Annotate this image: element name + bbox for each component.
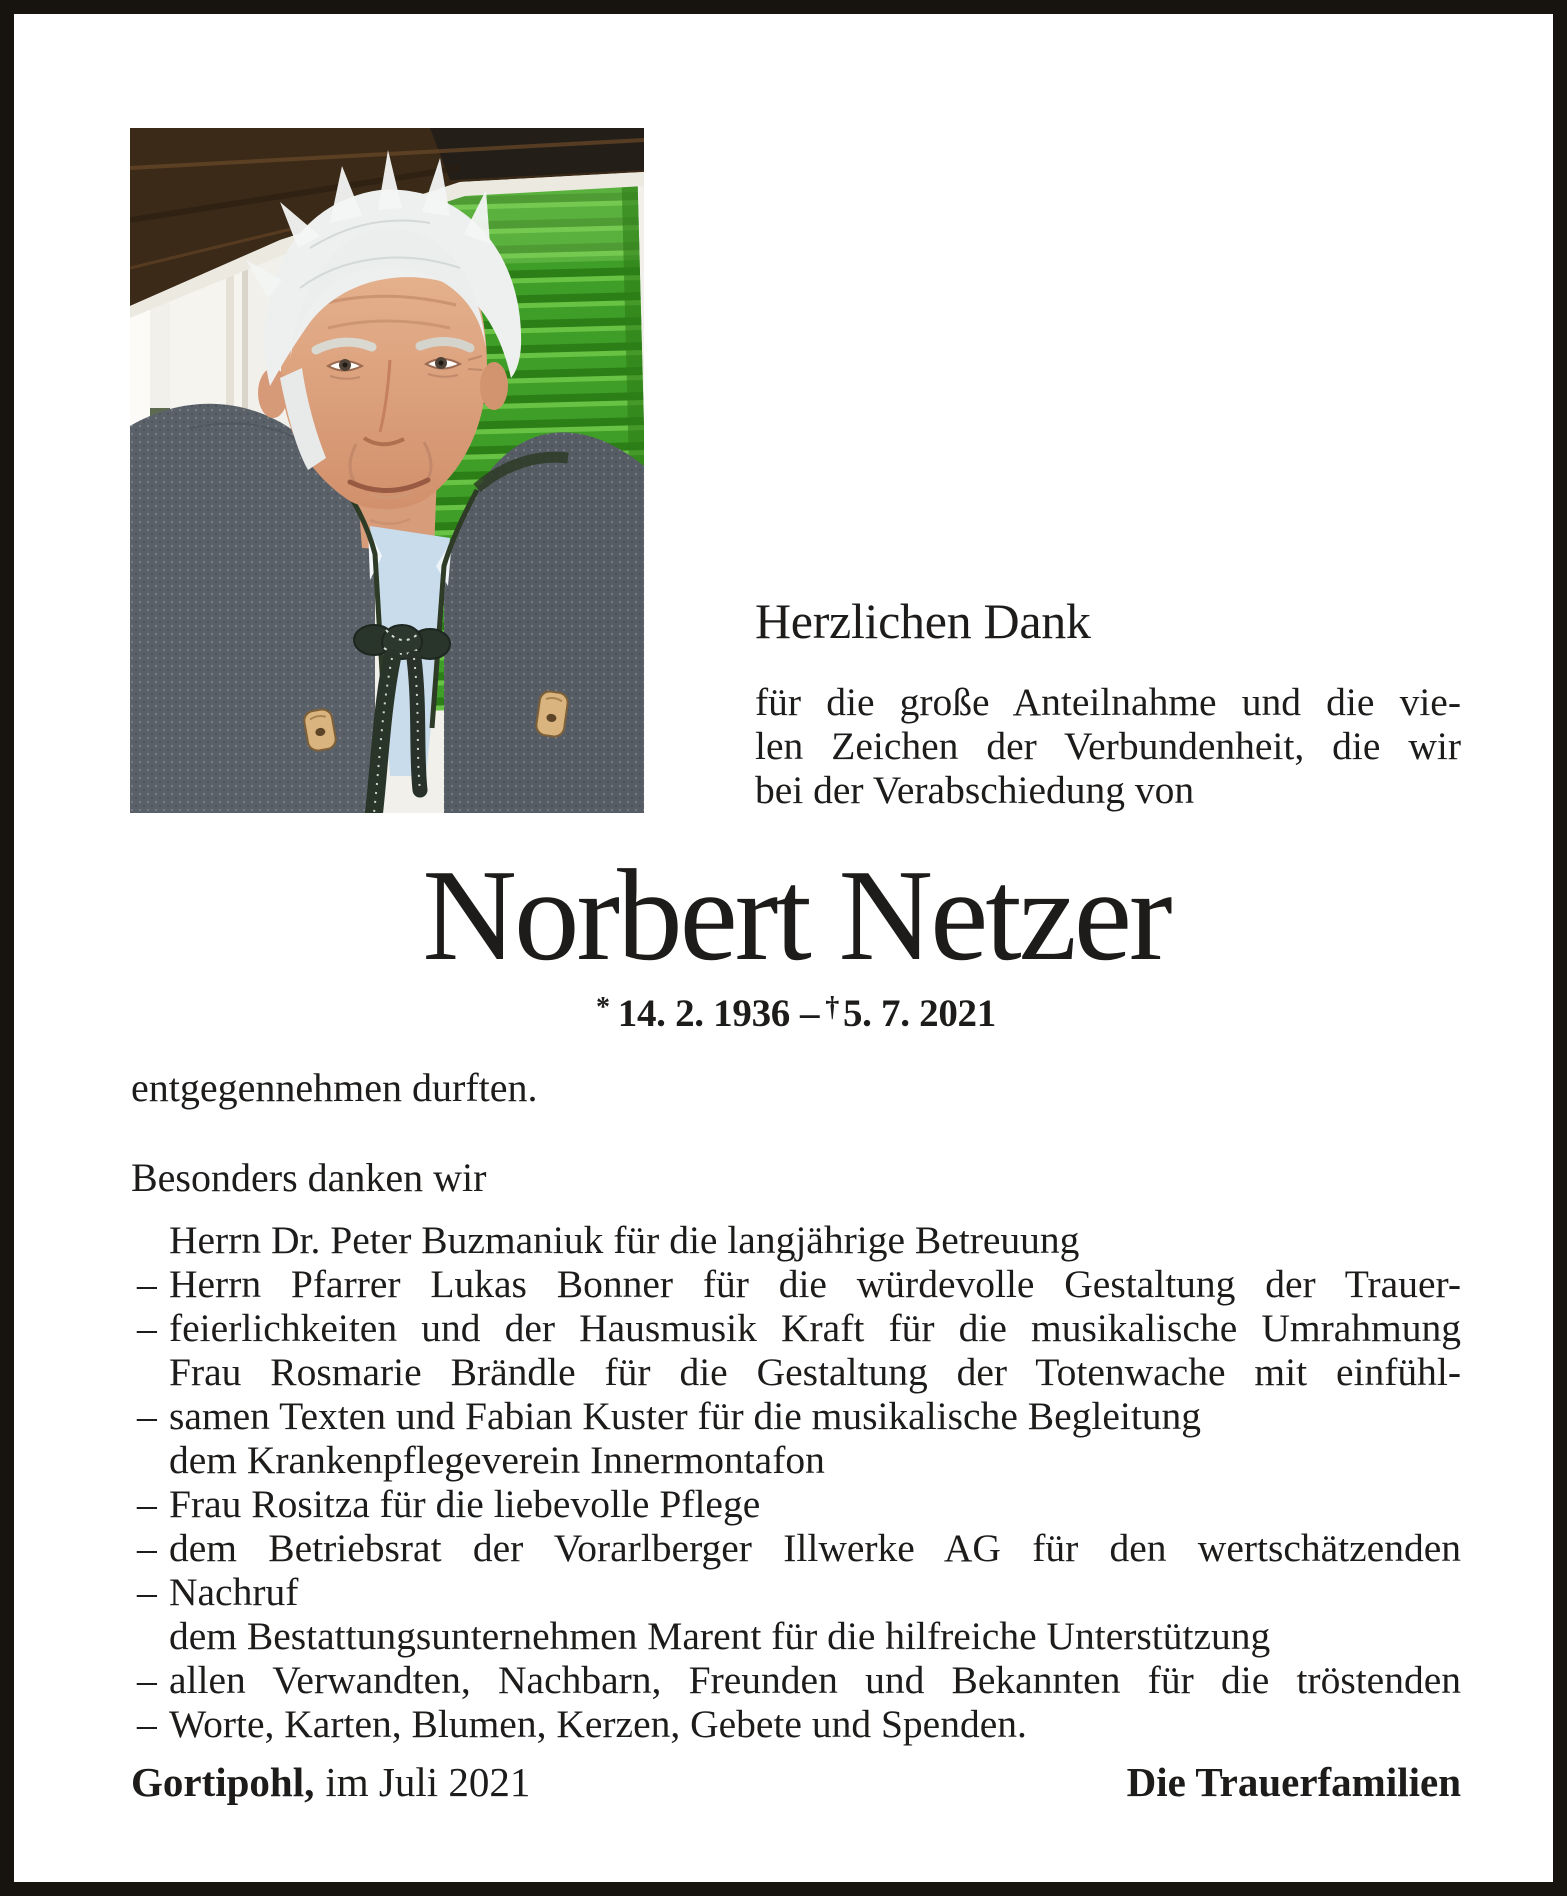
thanks-item-line: samen Texten und Fabian Kuster für die musikalische Begleitung bbox=[169, 1394, 1202, 1438]
mourning-families-signature: Die Trauerfamilien bbox=[1126, 1759, 1461, 1805]
place-label: Gortipohl, bbox=[131, 1759, 315, 1805]
bullet-dash: – bbox=[137, 1262, 157, 1306]
death-date: 5. 7. 2021 bbox=[842, 991, 996, 1035]
thanks-item bbox=[131, 1526, 1461, 1614]
bullet-dash: – bbox=[137, 1658, 157, 1702]
thanks-item-line: Frau Rositza für die liebevolle Pflege bbox=[169, 1482, 761, 1526]
thanks-item-line: dem Krankenpflegeverein Innermontafon bbox=[169, 1438, 825, 1482]
life-dates bbox=[131, 984, 1461, 1037]
portrait-illustration bbox=[130, 128, 644, 813]
thanks-item-line: allen Verwandten, Nachbarn, Freunden und Bekannten für die tröstenden bbox=[169, 1658, 1461, 1702]
thanks-item-line: Herrn Pfarrer Lukas Bonner für die würdevolle Gestaltung der Trauer- bbox=[169, 1262, 1461, 1306]
footer bbox=[131, 1758, 1461, 1807]
thanks-item-line: Herrn Dr. Peter Buzmaniuk für die langjährige Betreuung bbox=[169, 1218, 1080, 1262]
bullet-dash: – bbox=[137, 1570, 157, 1614]
deceased-name: Norbert Netzer bbox=[422, 843, 1170, 988]
bullet-dash: – bbox=[137, 1526, 157, 1570]
thanks-item-line: Nachruf bbox=[169, 1570, 299, 1614]
dates-separator: – bbox=[799, 991, 820, 1035]
death-symbol: † bbox=[825, 992, 839, 1023]
place-date bbox=[131, 1758, 530, 1807]
bullet-dash: – bbox=[137, 1702, 157, 1746]
intro-line: len Zeichen der Verbundenheit, die wir bbox=[755, 724, 1461, 768]
antler-button-right bbox=[535, 690, 569, 737]
thanks-item-line: Frau Rosmarie Brändle für die Gestaltung der Totenwache mit einfühl- bbox=[169, 1350, 1461, 1394]
intro-line: für die große Anteilnahme und die vie- bbox=[755, 680, 1461, 724]
portrait-photo bbox=[130, 128, 644, 813]
thanks-item-line: feierlichkeiten und der Hausmusik Kraft für die musikalische Umrahmung bbox=[169, 1306, 1461, 1350]
thanks-item bbox=[131, 1350, 1461, 1438]
intro-paragraph bbox=[755, 680, 1461, 812]
thanks-item-line: dem Bestattungsunternehmen Marent für die hilfreiche Unterstützung bbox=[169, 1614, 1271, 1658]
thanks-list bbox=[131, 1218, 1461, 1746]
thanks-item bbox=[131, 1658, 1461, 1746]
thanks-heading: Besonders danken wir bbox=[131, 1155, 487, 1200]
thanks-item-line: Worte, Karten, Blumen, Kerzen, Gebete und Spenden. bbox=[169, 1702, 1027, 1746]
right-ear bbox=[480, 362, 508, 410]
closing-line: entgegennehmen durften. bbox=[131, 1065, 538, 1110]
thanks-item bbox=[131, 1262, 1461, 1350]
bullet-dash: – bbox=[137, 1482, 157, 1526]
intro-line: bei der Verabschiedung von bbox=[755, 768, 1195, 812]
birth-date: 14. 2. 1936 bbox=[617, 991, 790, 1035]
thanks-item-line: dem Betriebsrat der Vorarlberger Illwerke AG für den wertschätzenden bbox=[169, 1526, 1461, 1570]
birth-symbol: * bbox=[596, 992, 610, 1023]
bullet-dash: – bbox=[137, 1306, 157, 1350]
bullet-dash: – bbox=[137, 1394, 157, 1438]
date-label: im Juli 2021 bbox=[325, 1759, 531, 1805]
thank-you-title: Herzlichen Dank bbox=[755, 593, 1091, 649]
